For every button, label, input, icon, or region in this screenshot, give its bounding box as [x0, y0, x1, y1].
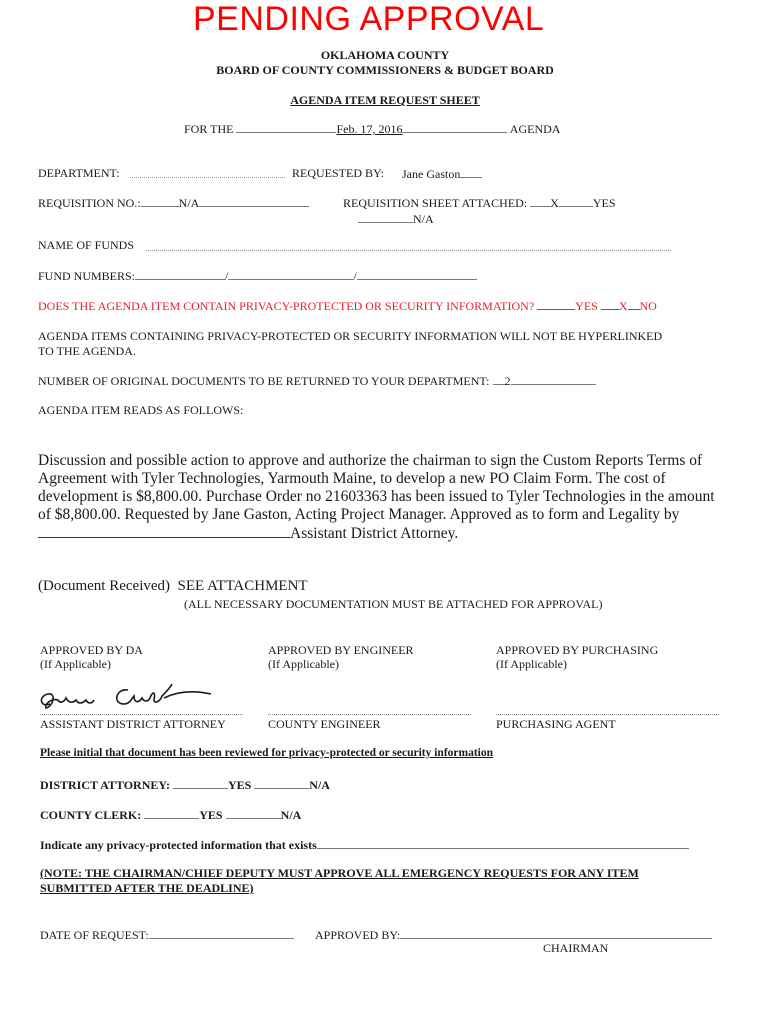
fund-numbers-label: FUND NUMBERS:	[38, 269, 136, 283]
purchasing-if-applicable: (If Applicable)	[496, 657, 567, 671]
blank	[402, 121, 507, 133]
privacy-no-mark: X	[618, 299, 628, 313]
blank	[493, 373, 505, 385]
agenda-text-line2: Agreement with Tyler Technologies, Yarmouth Maine, to develop a new PO Claim Form. The cost of	[38, 470, 666, 487]
approved-by-label: APPROVED BY:	[315, 928, 401, 942]
agenda-text-ada: Assistant District Attorney.	[290, 525, 459, 542]
date-of-request-label: DATE OF REQUEST:	[40, 928, 149, 942]
approved-by-engineer: APPROVED BY ENGINEER	[268, 643, 414, 657]
blank	[236, 121, 336, 133]
agenda-date-row	[184, 121, 560, 137]
agenda-text-line5	[38, 524, 458, 543]
documents-row	[38, 373, 596, 389]
privacy-notice-line1: AGENDA ITEMS CONTAINING PRIVACY-PROTECTED OR SECURITY INFORMATION WILL NOT BE HYPERLINKED	[38, 329, 663, 343]
purchasing-role: PURCHASING AGENT	[496, 717, 616, 731]
agenda-date: Feb. 17, 2016	[336, 122, 403, 136]
clerk-review-label: COUNTY CLERK:	[40, 808, 142, 822]
name-of-funds-field	[146, 240, 671, 251]
requisition-value: N/A	[178, 196, 200, 210]
name-of-funds-label: NAME OF FUNDS	[38, 238, 135, 252]
agenda-text-line3: development is $8,800.00. Purchase Order no 21603363 has been issued to Tyler Technologies in the amount	[38, 488, 715, 505]
reads-as-follows-label: AGENDA ITEM READS AS FOLLOWS:	[38, 403, 244, 417]
department-label: DEPARTMENT:	[38, 166, 120, 180]
privacy-no: NO	[639, 299, 657, 313]
blank	[601, 298, 619, 310]
note-line2: SUBMITTED AFTER THE DEADLINE)	[40, 881, 254, 895]
purchasing-signature-line	[496, 713, 719, 715]
da-role: ASSISTANT DISTRICT ATTORNEY	[40, 717, 226, 731]
agenda-text-line1: Discussion and possible action to approve and authorize the chairman to sign the Custom Reports Terms of	[38, 452, 703, 469]
requisition-row	[38, 195, 309, 211]
blank	[317, 837, 689, 849]
requisition-attached-label: REQUISITION SHEET ATTACHED:	[343, 196, 528, 210]
da-review-label: DISTRICT ATTORNEY:	[40, 778, 170, 792]
blank	[358, 211, 413, 223]
board-heading: BOARD OF COUNTY COMMISSIONERS & BUDGET BOARD	[216, 63, 554, 77]
blank	[254, 777, 309, 789]
blank	[511, 373, 596, 385]
blank	[149, 927, 294, 939]
engineer-role: COUNTY ENGINEER	[268, 717, 381, 731]
requested-by-field	[402, 166, 482, 182]
blank	[357, 268, 477, 280]
requested-by-value: Jane Gaston	[402, 167, 461, 181]
approved-by-da: APPROVED BY DA	[40, 643, 143, 657]
requisition-yes: YES	[592, 196, 616, 210]
requisition-label: REQUISITION NO.:	[38, 196, 141, 210]
blank	[141, 195, 179, 207]
da-review-row	[40, 777, 330, 793]
blank	[559, 195, 593, 207]
blank	[228, 268, 353, 280]
requisition-na: N/A	[413, 212, 434, 226]
note-line1: (NOTE: THE CHAIRMAN/CHIEF DEPUTY MUST APPROVE ALL EMERGENCY REQUESTS FOR ANY ITEM	[40, 866, 639, 880]
privacy-notice-line2: TO THE AGENDA.	[38, 344, 136, 358]
privacy-yes: YES	[575, 299, 598, 313]
approved-by-purchasing: APPROVED BY PURCHASING	[496, 643, 659, 657]
documents-value: 2	[504, 374, 511, 388]
da-signature-line	[40, 713, 243, 715]
indicate-row	[40, 837, 689, 853]
separator: /	[225, 269, 229, 283]
blank	[135, 268, 225, 280]
engineer-signature-line	[268, 713, 471, 715]
see-attachment: SEE ATTACHMENT	[177, 578, 308, 594]
requisition-attached-mark: X	[550, 196, 559, 210]
blank	[173, 777, 228, 789]
privacy-question-row	[38, 298, 657, 314]
requisition-na-row	[358, 211, 434, 227]
agenda-text-line4: of $8,800.00. Requested by Jane Gaston, Acting Project Manager. Approved as to form and Legality by	[38, 506, 680, 523]
documentation-note: (ALL NECESSARY DOCUMENTATION MUST BE ATTACHED FOR APPROVAL)	[184, 597, 603, 611]
blank	[400, 927, 712, 939]
requested-by-label: REQUESTED BY:	[292, 166, 384, 180]
blank	[199, 195, 309, 207]
fund-numbers-row	[38, 268, 477, 284]
agenda-label: AGENDA	[509, 122, 561, 136]
blank	[460, 166, 482, 178]
privacy-question: DOES THE AGENDA ITEM CONTAIN PRIVACY-PROTECTED OR SECURITY INFORMATION?	[38, 299, 535, 313]
blank	[226, 807, 281, 819]
da-na: N/A	[309, 778, 330, 792]
blank	[537, 298, 575, 310]
document-received-label: (Document Received)	[38, 578, 171, 594]
sheet-title: AGENDA ITEM REQUEST SHEET	[290, 93, 480, 107]
engineer-if-applicable: (If Applicable)	[268, 657, 339, 671]
pending-approval-stamp: PENDING APPROVAL	[193, 0, 545, 38]
clerk-yes: YES	[199, 808, 223, 822]
blank	[628, 298, 640, 310]
blank	[38, 524, 290, 538]
da-if-applicable: (If Applicable)	[40, 657, 111, 671]
blank	[530, 195, 550, 207]
clerk-na: N/A	[280, 808, 302, 822]
clerk-review-row	[40, 807, 301, 823]
county-heading: OKLAHOMA COUNTY	[320, 48, 450, 62]
requisition-attached-row	[343, 195, 616, 211]
indicate-label: Indicate any privacy-protected information that exists	[40, 838, 317, 852]
department-field	[130, 167, 285, 178]
document-received-row	[38, 577, 308, 595]
da-yes: YES	[227, 778, 252, 792]
documents-label: NUMBER OF ORIGINAL DOCUMENTS TO BE RETURNED TO YOUR DEPARTMENT:	[38, 374, 490, 388]
date-of-request-row	[40, 927, 294, 943]
for-the-label: FOR THE	[184, 122, 234, 136]
approved-by-row	[315, 927, 712, 943]
review-instruction: Please initial that document has been reviewed for privacy-protected or security information	[40, 747, 494, 759]
separator: /	[353, 269, 357, 283]
chairman-label: CHAIRMAN	[543, 941, 609, 955]
blank	[144, 807, 199, 819]
